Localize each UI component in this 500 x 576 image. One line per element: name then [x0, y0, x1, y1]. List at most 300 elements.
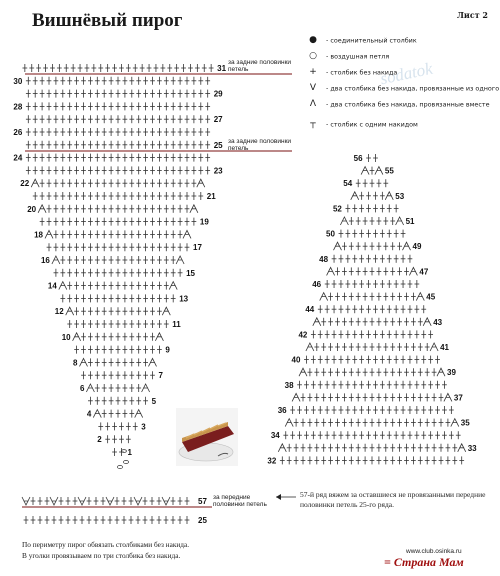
- single-crochet-icon: [123, 192, 128, 200]
- single-crochet-icon: [129, 115, 134, 123]
- single-crochet-icon: [397, 343, 402, 351]
- single-crochet-icon: [33, 166, 38, 174]
- single-crochet-icon: [81, 243, 86, 251]
- single-crochet-icon: [85, 64, 90, 72]
- single-crochet-icon: [185, 497, 190, 505]
- single-crochet-icon: [129, 179, 134, 187]
- two-sc-together-icon: [430, 343, 438, 351]
- row-number: 35: [460, 418, 470, 428]
- single-crochet-icon: [102, 333, 107, 341]
- single-crochet-icon: [209, 64, 214, 72]
- single-crochet-icon: [109, 205, 114, 213]
- single-crochet-icon: [67, 128, 72, 136]
- two-sc-together-icon: Λ: [309, 99, 317, 109]
- single-crochet-icon: [116, 230, 121, 238]
- single-crochet-icon: [401, 431, 406, 439]
- single-crochet-icon: [421, 406, 426, 414]
- single-crochet-icon: [171, 294, 176, 302]
- legend-item: [306, 84, 499, 93]
- single-crochet-icon: [359, 305, 364, 313]
- two-sc-together-icon: [451, 419, 459, 427]
- pie-photo: [176, 408, 238, 466]
- single-crochet-icon: [67, 294, 72, 302]
- row-number: 22: [20, 179, 30, 189]
- single-crochet-icon: [116, 115, 121, 123]
- single-crochet-icon: [380, 280, 385, 288]
- single-crochet-icon: [373, 305, 378, 313]
- single-crochet-icon: [60, 230, 65, 238]
- single-crochet-icon: [47, 218, 52, 226]
- single-crochet-icon: [74, 192, 79, 200]
- single-crochet-icon: [339, 230, 344, 238]
- single-crochet-icon: [67, 256, 72, 264]
- single-crochet-icon: [129, 154, 134, 162]
- single-crochet-icon: [74, 282, 79, 290]
- single-crochet-icon: [178, 154, 183, 162]
- single-crochet-icon: [81, 218, 86, 226]
- single-crochet-icon: [164, 90, 169, 98]
- single-crochet-icon: [112, 448, 117, 456]
- single-crochet-icon: [126, 435, 131, 443]
- single-crochet-icon: [363, 267, 368, 275]
- two-sc-together-icon: [45, 230, 53, 238]
- single-crochet-icon: [397, 368, 402, 376]
- single-crochet-icon: [157, 269, 162, 277]
- single-crochet-icon: [60, 179, 65, 187]
- single-crochet-icon: [81, 205, 86, 213]
- single-crochet-icon: [143, 205, 148, 213]
- single-crochet-icon: [377, 368, 382, 376]
- single-crochet-icon: [380, 431, 385, 439]
- single-crochet-icon: [377, 242, 382, 250]
- single-crochet-icon: [116, 128, 121, 136]
- single-crochet-icon: [123, 77, 128, 85]
- row-number: 21: [206, 192, 216, 201]
- single-crochet-icon: [394, 431, 399, 439]
- slip-stitch-icon: ●: [309, 35, 317, 45]
- single-crochet-icon: [88, 397, 93, 405]
- single-crochet-icon: [67, 320, 72, 328]
- single-crochet-icon: [109, 282, 114, 290]
- single-crochet-icon: [47, 179, 52, 187]
- single-crochet-icon: [164, 243, 169, 251]
- single-crochet-icon: [387, 280, 392, 288]
- single-crochet-icon: [439, 419, 444, 427]
- single-crochet-icon: [311, 406, 316, 414]
- single-crochet-icon: [95, 77, 100, 85]
- single-crochet-icon: [301, 444, 306, 452]
- single-crochet-icon: [95, 115, 100, 123]
- single-crochet-icon: [356, 267, 361, 275]
- single-crochet-icon: [136, 102, 141, 110]
- single-crochet-icon: [136, 384, 141, 392]
- single-crochet-icon: [150, 320, 155, 328]
- single-crochet-icon: [390, 456, 395, 464]
- single-crochet-icon: [95, 154, 100, 162]
- single-crochet-icon: [356, 217, 361, 225]
- single-crochet-icon: [342, 456, 347, 464]
- single-crochet-icon: [109, 397, 114, 405]
- row-number: 2: [97, 435, 102, 445]
- single-crochet-icon: [383, 267, 388, 275]
- single-crochet-icon: [192, 102, 197, 110]
- legend-label: - соединительный столбик: [326, 36, 417, 45]
- single-crochet-icon: [370, 167, 375, 175]
- single-crochet-icon: [449, 406, 454, 414]
- single-crochet-icon: [408, 255, 413, 263]
- single-crochet-icon: [136, 218, 141, 226]
- single-crochet-icon: [335, 267, 340, 275]
- single-crochet-icon: [349, 343, 354, 351]
- two-sc-together-icon: [396, 217, 404, 225]
- single-crochet-icon: [356, 419, 361, 427]
- single-crochet-icon: [366, 305, 371, 313]
- single-crochet-icon: [171, 516, 176, 524]
- single-crochet-icon: [33, 154, 38, 162]
- single-crochet-icon: [102, 115, 107, 123]
- single-crochet-icon: [397, 419, 402, 427]
- single-crochet-icon: [102, 128, 107, 136]
- single-crochet-icon: [129, 141, 134, 149]
- single-crochet-icon: [67, 102, 72, 110]
- single-crochet-icon: [325, 330, 330, 338]
- single-crochet-icon: [74, 77, 79, 85]
- single-crochet-icon: [387, 255, 392, 263]
- single-crochet-icon: [377, 293, 382, 301]
- single-crochet-icon: [318, 431, 323, 439]
- single-crochet-icon: [205, 128, 210, 136]
- single-crochet-icon: [356, 393, 361, 401]
- single-crochet-icon: [98, 422, 103, 430]
- single-crochet-icon: [363, 393, 368, 401]
- single-crochet-icon: [133, 64, 138, 72]
- single-crochet-icon: [123, 243, 128, 251]
- single-crochet-icon: [411, 393, 416, 401]
- single-crochet-icon: [387, 230, 392, 238]
- single-crochet-icon: [318, 406, 323, 414]
- row-number: 45: [426, 292, 436, 302]
- single-crochet-icon: [143, 243, 148, 251]
- single-crochet-icon: [164, 218, 169, 226]
- single-crochet-icon: [171, 115, 176, 123]
- single-crochet-icon: [164, 115, 169, 123]
- single-crochet-icon: [87, 497, 92, 505]
- single-crochet-icon: [88, 307, 93, 315]
- single-crochet-icon: [40, 218, 45, 226]
- single-crochet-icon: [157, 179, 162, 187]
- single-crochet-icon: [349, 318, 354, 326]
- single-crochet-icon: [311, 356, 316, 364]
- single-crochet-icon: [377, 393, 382, 401]
- single-crochet-icon: [387, 330, 392, 338]
- single-crochet-icon: [452, 444, 457, 452]
- single-crochet-icon: [136, 269, 141, 277]
- single-crochet-icon: [95, 384, 100, 392]
- single-crochet-icon: [185, 141, 190, 149]
- single-crochet-icon: [157, 166, 162, 174]
- single-crochet-icon: [366, 406, 371, 414]
- single-crochet-icon: [363, 318, 368, 326]
- single-crochet-icon: [60, 166, 65, 174]
- single-crochet-icon: [380, 204, 385, 212]
- single-crochet-icon: [345, 381, 350, 389]
- single-crochet-icon: [164, 282, 169, 290]
- chain-icon: [117, 465, 122, 468]
- single-crochet-icon: [377, 456, 382, 464]
- single-crochet-icon: [33, 192, 38, 200]
- single-crochet-icon: [383, 456, 388, 464]
- single-crochet-icon: [81, 77, 86, 85]
- single-crochet-icon: [157, 141, 162, 149]
- single-crochet-icon: [116, 294, 121, 302]
- single-crochet-icon: [349, 456, 354, 464]
- row-number: 6: [79, 384, 85, 393]
- single-crochet-icon: [345, 305, 350, 313]
- single-crochet-icon: [40, 128, 45, 136]
- single-crochet-icon: [318, 356, 323, 364]
- two-sc-together-icon: [340, 217, 348, 225]
- single-crochet-icon: [59, 516, 64, 524]
- single-crochet-icon: [143, 77, 148, 85]
- single-crochet-icon: [116, 77, 121, 85]
- single-crochet-icon: [314, 419, 319, 427]
- single-crochet-icon: [81, 307, 86, 315]
- single-crochet-icon: [380, 305, 385, 313]
- single-crochet-icon: [26, 166, 31, 174]
- single-crochet-icon: [54, 179, 59, 187]
- single-crochet-icon: [363, 444, 368, 452]
- single-crochet-icon: [112, 64, 117, 72]
- single-crochet-icon: [401, 356, 406, 364]
- single-crochet-icon: [414, 356, 419, 364]
- single-crochet-icon: [318, 330, 323, 338]
- single-crochet-icon: [129, 205, 134, 213]
- single-crochet-icon: [123, 384, 128, 392]
- single-crochet-icon: [363, 217, 368, 225]
- single-crochet-icon: [52, 516, 57, 524]
- single-crochet-icon: [136, 205, 141, 213]
- single-crochet-icon: [435, 406, 440, 414]
- single-crochet-icon: [192, 218, 197, 226]
- single-crochet-icon: [301, 419, 306, 427]
- row-number: 10: [61, 332, 71, 342]
- single-crochet-icon: [363, 368, 368, 376]
- single-crochet-icon: [109, 77, 114, 85]
- single-crochet-icon: [143, 256, 148, 264]
- single-crochet-icon: [387, 431, 392, 439]
- single-crochet-icon: [428, 356, 433, 364]
- single-crochet-icon: [390, 444, 395, 452]
- single-crochet-icon: [308, 393, 313, 401]
- single-crochet-icon: [109, 256, 114, 264]
- single-crochet-icon: [116, 205, 121, 213]
- single-crochet-icon: [332, 305, 337, 313]
- single-crochet-icon: [150, 282, 155, 290]
- single-crochet-icon: [143, 333, 148, 341]
- single-crochet-icon: [157, 77, 162, 85]
- single-crochet-icon: [157, 294, 162, 302]
- single-crochet-icon: [54, 205, 59, 213]
- row-number: 44: [305, 305, 315, 315]
- single-crochet-icon: [359, 431, 364, 439]
- single-crochet-icon: [363, 179, 368, 187]
- single-crochet-icon: [109, 371, 114, 379]
- single-crochet-icon: [88, 346, 93, 354]
- single-crochet-icon: [332, 255, 337, 263]
- row-number: 43: [433, 317, 443, 327]
- row-number: 24: [13, 153, 23, 163]
- two-sc-together-icon: [135, 410, 143, 418]
- single-crochet-icon: [325, 431, 330, 439]
- single-crochet-icon: [401, 305, 406, 313]
- single-crochet-icon: [59, 497, 64, 505]
- single-crochet-icon: [88, 294, 93, 302]
- single-crochet-icon: [164, 516, 169, 524]
- single-crochet-icon: [129, 282, 134, 290]
- two-sc-together-icon: [416, 293, 424, 301]
- single-crochet-icon: [366, 280, 371, 288]
- two-sc-together-icon: [190, 205, 198, 213]
- single-crochet-icon: [112, 435, 117, 443]
- single-crochet-icon: [359, 356, 364, 364]
- single-crochet-icon: [74, 256, 79, 264]
- single-crochet-icon: [174, 64, 179, 72]
- single-crochet-icon: [143, 192, 148, 200]
- single-crochet-icon: [301, 456, 306, 464]
- single-crochet-icon: [102, 307, 107, 315]
- single-crochet-icon: [143, 128, 148, 136]
- single-crochet-icon: [95, 128, 100, 136]
- single-crochet-icon: [129, 358, 134, 366]
- single-crochet-icon: [373, 381, 378, 389]
- two-sc-in-one-icon: [22, 497, 30, 505]
- single-crochet-icon: [60, 141, 65, 149]
- single-crochet-icon: [66, 516, 71, 524]
- single-crochet-icon: [136, 397, 141, 405]
- row-number: 18: [34, 230, 43, 240]
- single-crochet-icon: [43, 64, 48, 72]
- single-crochet-icon: [119, 64, 124, 72]
- single-crochet-icon: [116, 102, 121, 110]
- single-crochet-icon: [404, 343, 409, 351]
- single-crochet-icon: [366, 381, 371, 389]
- single-crochet-icon: [95, 307, 100, 315]
- single-crochet-icon: [418, 456, 423, 464]
- single-crochet-icon: [192, 115, 197, 123]
- single-crochet-icon: [408, 381, 413, 389]
- single-crochet-icon: [33, 77, 38, 85]
- single-crochet-icon: [67, 205, 72, 213]
- single-crochet-icon: [88, 256, 93, 264]
- single-crochet-icon: [116, 243, 121, 251]
- single-crochet-icon: [404, 444, 409, 452]
- single-crochet-icon: [95, 346, 100, 354]
- single-crochet-icon: [33, 128, 38, 136]
- row-number: 28: [13, 102, 23, 112]
- single-crochet-icon: [377, 419, 382, 427]
- single-crochet-icon: [102, 179, 107, 187]
- single-crochet-icon: [150, 90, 155, 98]
- single-crochet-icon: [129, 397, 134, 405]
- single-crochet-icon: [116, 333, 121, 341]
- two-sc-together-icon: [385, 192, 393, 200]
- single-crochet-icon: [363, 242, 368, 250]
- single-crochet-icon: [102, 230, 107, 238]
- single-crochet-icon: [60, 128, 65, 136]
- single-crochet-icon: [356, 318, 361, 326]
- single-crochet-icon: [411, 419, 416, 427]
- single-crochet-icon: [54, 141, 59, 149]
- single-crochet-icon: [60, 102, 65, 110]
- single-crochet-icon: [123, 410, 128, 418]
- legend-item: [306, 100, 499, 109]
- two-sc-together-icon: [80, 358, 88, 366]
- single-crochet-icon: [171, 205, 176, 213]
- single-crochet-icon: [60, 269, 65, 277]
- single-crochet-icon: [421, 381, 426, 389]
- row-number: 55: [384, 166, 394, 176]
- single-crochet-icon: [370, 318, 375, 326]
- single-crochet-icon: [109, 346, 114, 354]
- single-crochet-icon: [342, 242, 347, 250]
- single-crochet-icon: [109, 307, 114, 315]
- single-crochet-icon: [359, 204, 364, 212]
- single-crochet-icon: [136, 333, 141, 341]
- single-crochet-icon: [129, 243, 134, 251]
- single-crochet-icon: [418, 318, 423, 326]
- single-crochet-icon: [192, 179, 197, 187]
- single-crochet-icon: [67, 141, 72, 149]
- legend-label: - два столбика без накида, провязанные вместе: [326, 100, 490, 109]
- single-crochet-icon: [352, 381, 357, 389]
- two-sc-together-icon: [52, 256, 60, 264]
- single-crochet-icon: [328, 419, 333, 427]
- single-crochet-icon: [143, 516, 148, 524]
- single-crochet-icon: [129, 384, 134, 392]
- single-crochet-icon: [349, 267, 354, 275]
- two-sc-together-icon: [38, 205, 46, 213]
- single-crochet-icon: [74, 154, 79, 162]
- single-crochet-icon: [109, 102, 114, 110]
- single-crochet-icon: [425, 343, 430, 351]
- single-crochet-icon: [150, 192, 155, 200]
- single-crochet-icon: [81, 230, 86, 238]
- single-crochet-icon: [123, 154, 128, 162]
- single-crochet-icon: [164, 77, 169, 85]
- single-crochet-icon: [442, 406, 447, 414]
- row-number: 4: [86, 409, 92, 419]
- single-crochet-icon: [136, 77, 141, 85]
- single-crochet-icon: [81, 166, 86, 174]
- two-sc-together-icon: [437, 368, 445, 376]
- single-crochet-icon: [40, 141, 45, 149]
- single-crochet-icon: [81, 141, 86, 149]
- single-crochet-icon: [33, 102, 38, 110]
- single-crochet-icon: [432, 419, 437, 427]
- single-crochet-icon: [143, 166, 148, 174]
- single-crochet-icon: [88, 243, 93, 251]
- single-crochet-icon: [446, 419, 451, 427]
- single-crochet-icon: [54, 115, 59, 123]
- legend-item: [306, 120, 499, 129]
- row-number: 23: [213, 166, 223, 176]
- single-crochet-icon: [328, 393, 333, 401]
- two-sc-together-icon: [155, 333, 163, 341]
- single-crochet-icon: [47, 77, 52, 85]
- single-crochet-icon: [31, 516, 36, 524]
- single-crochet-icon: [335, 444, 340, 452]
- row-number: 12: [54, 307, 64, 317]
